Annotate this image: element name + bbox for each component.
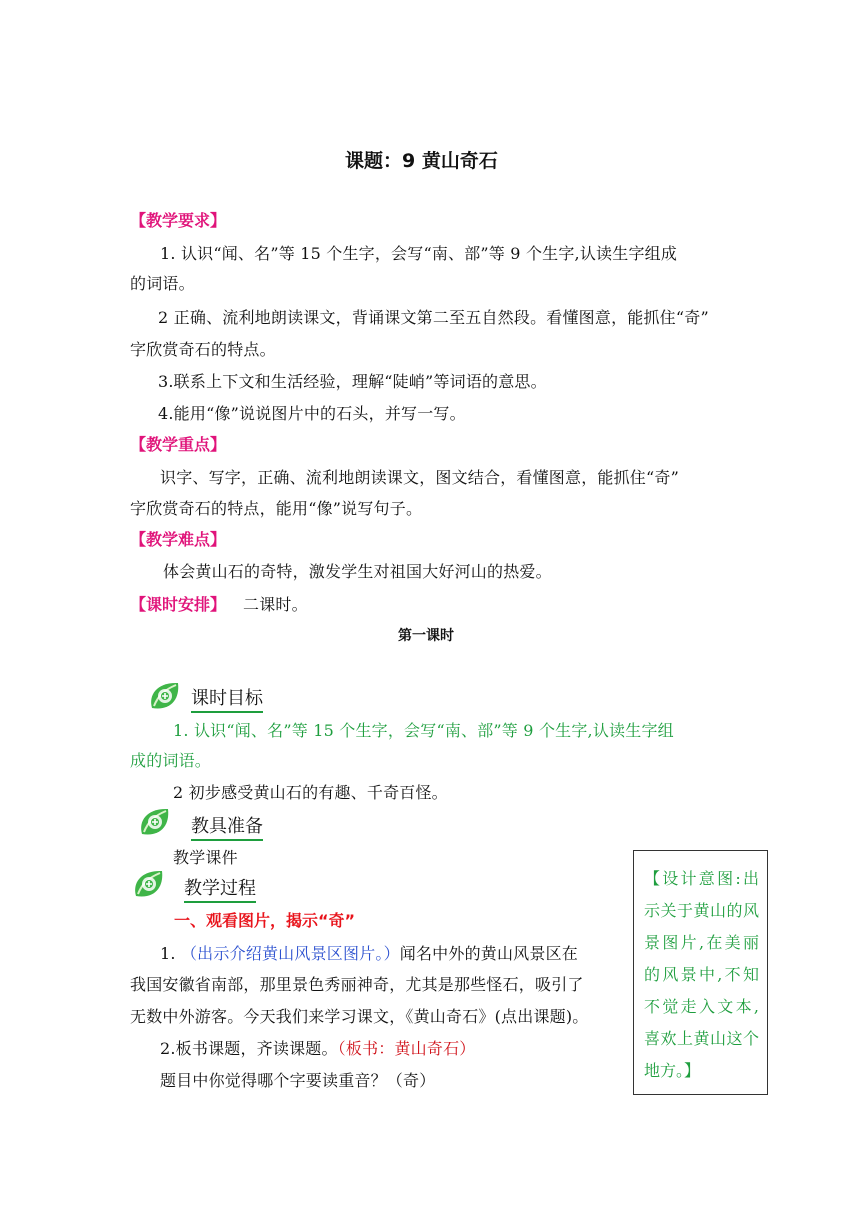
paragraph-1-line-2: 我国安徽省南部，那里景色秀丽神奇，尤其是那些怪石，吸引了: [130, 975, 584, 994]
requirement-3: 3.联系上下文和生活经验，理解“陡峭”等词语的意思。: [158, 372, 547, 391]
step-1-title: 一、观看图片，揭示“奇”: [174, 911, 356, 930]
leaf-icon: [148, 680, 182, 712]
paragraph-1-line-1: [160, 941, 578, 964]
design-intent-box: 【设计意图:出示关于黄山的风景图片,在美丽的风景中,不知不觉走入文本,喜欢上黄山这个地方。】: [633, 850, 768, 1095]
schedule-text: 二课时。: [243, 595, 308, 614]
requirement-1-line-1: 1. 认识“闻、名”等 15 个生字，会写“南、部”等 9 个生字,认读生字组成: [160, 244, 678, 263]
goal-1-line-1: 1. 认识“闻、名”等 15 个生字，会写“南、部”等 9 个生字,认读生字组: [173, 721, 674, 740]
requirement-2-line-1: 2 正确、流利地朗读课文，背诵课文第二至五自然段。看懂图意，能抓住“奇”: [158, 308, 709, 327]
leaf-icon: [138, 806, 172, 838]
paragraph-1-instruction: （出示介绍黄山风景区图片。）: [180, 944, 400, 963]
requirement-1-line-2: 的词语。: [130, 274, 195, 293]
paragraph-1-text: 闻名中外的黄山风景区在: [399, 944, 578, 963]
key-points-line-1: 识字、写字，正确、流利地朗读课文，图文结合，看懂图意，能抓住“奇”: [160, 468, 679, 487]
key-points-line-2: 字欣赏奇石的特点，能用“像”说写句子。: [130, 499, 423, 518]
requirement-2-line-2: 字欣赏奇石的特点。: [130, 340, 276, 359]
materials-heading: 教具准备: [191, 812, 263, 841]
difficulty-heading: 【教学难点】: [130, 530, 227, 549]
requirement-4: 4.能用“像”说说图片中的石头，并写一写。: [158, 404, 466, 423]
paragraph-2-board-note: （板书：黄山奇石）: [337, 1039, 476, 1058]
paragraph-1-number: 1.: [160, 944, 176, 963]
key-points-heading: 【教学重点】: [130, 435, 227, 454]
goal-1-line-2: 成的词语。: [130, 751, 212, 770]
requirements-heading: 【教学要求】: [130, 211, 227, 230]
paragraph-2: [160, 1036, 475, 1059]
leaf-icon: [132, 868, 166, 900]
difficulty-text: 体会黄山石的奇特，激发学生对祖国大好河山的热爱。: [163, 562, 552, 581]
page-title: 课题：9 黄山奇石: [345, 150, 498, 172]
paragraph-2-text: 2.板书课题，齐读课题。: [160, 1039, 338, 1058]
paragraph-3: 题目中你觉得哪个字要读重音？（奇）: [160, 1071, 436, 1090]
goals-heading: 课时目标: [191, 684, 263, 713]
lesson-title: 第一课时: [398, 628, 454, 644]
materials-text: 教学课件: [173, 848, 238, 867]
paragraph-1-line-3: 无数中外游客。今天我们来学习课文，《黄山奇石》(点出课题)。: [130, 1007, 589, 1026]
schedule-heading: 【课时安排】: [130, 595, 227, 614]
process-heading: 教学过程: [184, 874, 256, 903]
goal-2: 2 初步感受黄山石的有趣、千奇百怪。: [173, 783, 448, 802]
